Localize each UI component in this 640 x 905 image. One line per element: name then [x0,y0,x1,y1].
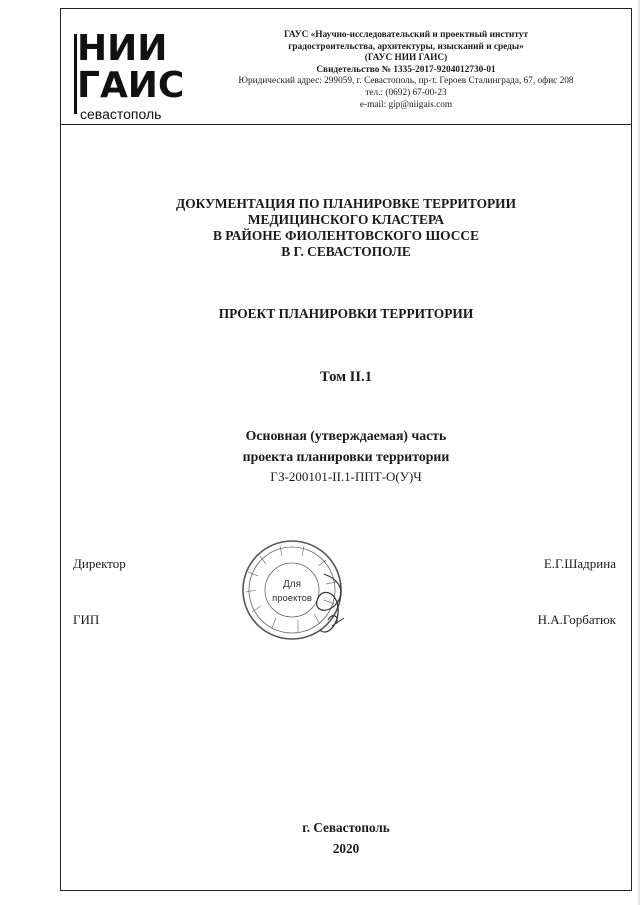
stamp-text-1: Для [282,579,302,590]
organization-stamp [228,532,356,650]
director-name: Е.Г.Шадрина [543,556,616,571]
stamp-text-2: проектов [272,593,312,604]
part-title [60,425,632,467]
director-label: Директор [73,556,126,571]
document-footer [60,817,632,859]
footer-year: 2020 [332,841,360,856]
gip-name: Н.А.Горбатюк [537,612,616,627]
part-title-line-2: проекта планировки территории [242,449,450,464]
volume-number: Том II.1 [320,369,372,385]
document-title [60,196,632,260]
logo-bar [74,34,77,114]
org-name-line1: ГАУС «Научно-исследовательский и проектный институт [283,30,529,40]
org-address: Юридический адрес: 299059, г. Севастополь, пр-т. Героев Сталинграда, 67, офис 208 [238,76,574,87]
title-line-3: В РАЙОНЕ ФИОЛЕНТОВСКОГО ШОССЕ [213,228,479,243]
footer-city: г. Севастополь [302,820,390,835]
project-type: ПРОЕКТ ПЛАНИРОВКИ ТЕРРИТОРИИ [218,306,474,321]
organization-info [196,30,616,111]
org-name-line2: градостроительства, архитектуры, изысканий и среды» [288,41,524,52]
title-line-1: ДОКУМЕНТАЦИЯ ПО ПЛАНИРОВКЕ ТЕРРИТОРИИ [176,196,516,211]
header-divider [60,124,632,125]
title-line-2: МЕДИЦИНСКОГО КЛАСТЕРА [247,212,445,227]
document-code: ГЗ-200101-II.1-ППТ-О(У)Ч [270,469,422,484]
logo-text-gais: ГАИС [77,65,185,106]
logo-text-city: севастополь [80,106,162,122]
org-short-name: (ГАУС НИИ ГАИС) [364,53,448,64]
org-phone: тел.: (0692) 67-00-23 [365,87,447,98]
part-title-line-1: Основная (утверждаемая) часть [245,428,447,443]
title-line-4: В Г. СЕВАСТОПОЛЕ [281,244,411,259]
logo-text-nii: НИИ [77,28,168,69]
org-email: e-mail: gip@niigais.com [359,99,453,110]
org-certificate: Свидетельство № 1335-2017-9204012730-01 [316,64,496,75]
company-logo [77,28,189,122]
gip-label: ГИП [73,612,100,627]
